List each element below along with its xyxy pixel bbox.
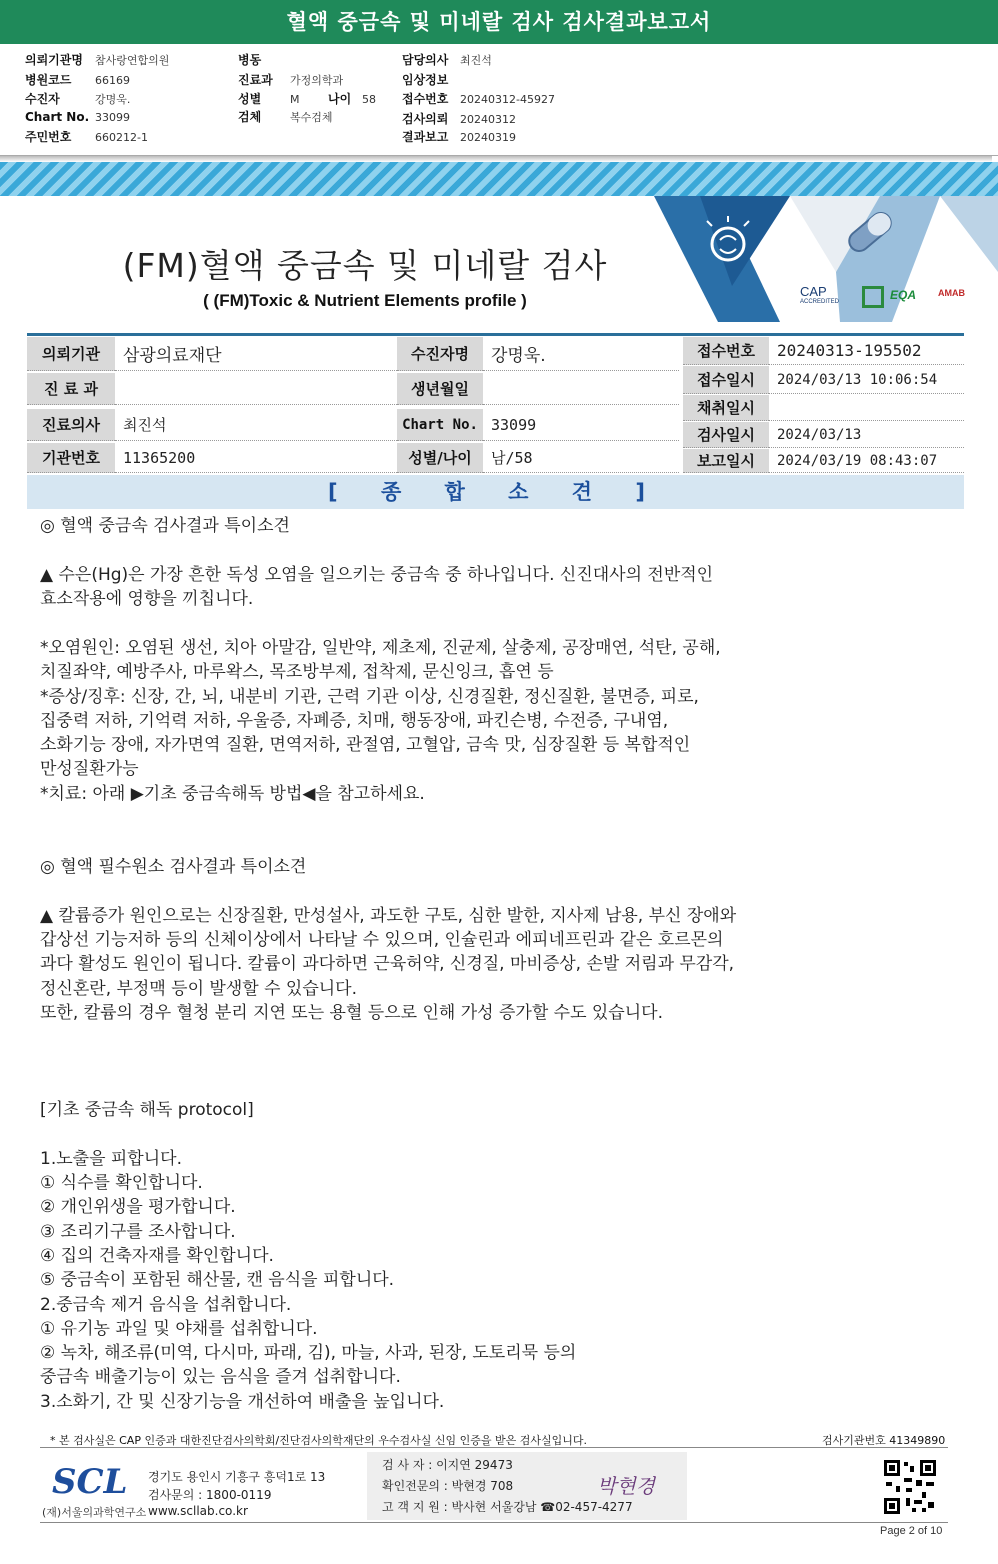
- body-line: *오염원인: 오염된 생선, 치아 아말감, 일반약, 제초제, 진균제, 살충제, 공장매연, 석탄, 공해,: [40, 638, 721, 658]
- protocol-item: ① 식수를 확인합니다.: [40, 1173, 203, 1193]
- lab-inquiry-phone: 검사문의 : 1800-0119: [148, 1488, 272, 1502]
- value-receipt-datetime: 2024/03/13 10:06:54: [769, 366, 964, 394]
- page-number: Page 2 of 10: [880, 1525, 943, 1537]
- label-birth-date: 생년월일: [397, 373, 483, 405]
- header-field-sex: 성별 M: [238, 92, 300, 106]
- protocol-item: ① 유기농 과일 및 야채를 섭취합니다.: [40, 1319, 318, 1339]
- body-line: 효소작용에 영향을 끼칩니다.: [40, 589, 254, 609]
- value-test-datetime: 2024/03/13: [769, 422, 964, 448]
- value-institution: 삼광의료재단: [115, 337, 397, 371]
- value-patient-name: 강명욱.: [483, 337, 679, 371]
- value-sex-age: 남/58: [483, 443, 679, 473]
- label-sex-age: 성별/나이: [397, 443, 483, 473]
- protocol-item: ② 녹차, 해조류(미역, 다시마, 파래, 김), 마늘, 사과, 된장, 도토리묵 등의: [40, 1343, 577, 1363]
- lab-number: 검사기관번호 41349890: [822, 1434, 946, 1447]
- protocol-item: ② 개인위생을 평가합니다.: [40, 1197, 236, 1217]
- header-field-clinical-info: 임상정보: [402, 73, 449, 87]
- body-line: 또한, 칼륨의 경우 혈청 분리 지연 또는 용혈 등으로 인해 가성 증가할 수도 있습니다.: [40, 1003, 663, 1023]
- section-heading-heavy-metal: ◎ 혈액 중금속 검사결과 특이소견: [40, 516, 290, 536]
- report-header-info: [0, 44, 998, 156]
- footer-divider: [40, 1447, 948, 1448]
- body-line: ▲ 칼륨증가 원인으로는 신장질환, 만성설사, 과도한 구토, 심한 발한, 지사제 남용, 부신 장애와: [40, 906, 737, 926]
- header-field-receipt-no: 접수번호 20240312-45927: [402, 92, 555, 106]
- lab-address: 경기도 용인시 기흥구 흥덕1로 13: [148, 1470, 326, 1484]
- value-report-datetime: 2024/03/19 08:43:07: [769, 449, 964, 473]
- reviewer-signature: 박현경: [597, 1474, 655, 1498]
- protocol-item: ⑤ 중금속이 포함된 해산물, 캔 음식을 피합니다.: [40, 1270, 395, 1290]
- value-collect-datetime: [769, 395, 964, 421]
- body-line: 만성질환가능: [40, 759, 139, 779]
- value-birth-date: [483, 373, 679, 405]
- report-title: (FM)혈액 중금속 및 미네랄 검사: [122, 246, 608, 285]
- header-field-result-report: 결과보고 20240319: [402, 130, 516, 144]
- customer-support: 고 객 지 원 : 박사현 서울강남 ☎02-457-4277: [382, 1500, 633, 1514]
- protocol-item: 중금속 배출기능이 있는 음식을 즐겨 섭취합니다.: [40, 1367, 401, 1387]
- header-field-test-request: 검사의뢰 20240312: [402, 112, 516, 126]
- body-line: ▲ 수은(Hg)은 가장 흔한 독성 오염을 일으키는 중금속 중 하나입니다. 신진대사의 전반적인: [40, 565, 714, 585]
- protocol-step: 3.소화기, 간 및 신장기능을 개선하여 배출을 높입니다.: [40, 1392, 445, 1412]
- body-line: 소화기능 장애, 자가면역 질환, 면역저하, 관절염, 고혈압, 금속 맛, 심장질환 등 복합적인: [40, 735, 691, 755]
- header-field-ward: 병동: [238, 53, 262, 67]
- label-receipt-no: 접수번호: [683, 337, 769, 365]
- body-line: 집중력 저하, 기억력 저하, 우울증, 자폐증, 치매, 행동장애, 파킨슨병, 수전증, 구내염,: [40, 711, 669, 731]
- protocol-item: ③ 조리기구를 조사합니다.: [40, 1222, 236, 1242]
- label-report-datetime: 보고일시: [683, 449, 769, 473]
- body-line: *치료: 아래 ▶기초 중금속해독 방법◀을 참고하세요.: [40, 784, 425, 804]
- protocol-item: ④ 집의 건축자재를 확인합니다.: [40, 1246, 274, 1266]
- protocol-heading: [기초 중금속 해독 protocol]: [40, 1100, 254, 1120]
- scl-institute-name: (재)서울의과학연구소: [42, 1506, 147, 1519]
- value-chart-no: 33099: [483, 409, 679, 441]
- qr-code-icon: [882, 1458, 938, 1516]
- label-test-datetime: 검사일시: [683, 422, 769, 448]
- header-field-chart-no: Chart No. 33099: [25, 110, 130, 124]
- value-doctor: 최진석: [115, 409, 397, 441]
- body-line: 과다 활성도 원인이 됩니다. 칼륨이 과다하면 근육허약, 신경질, 마비증상, 손발 저림과 무감각,: [40, 954, 735, 974]
- label-collect-datetime: 채취일시: [683, 395, 769, 421]
- report-subtitle: ( (FM)Toxic & Nutrient Elements profile ): [203, 291, 527, 310]
- header-field-department: 진료과 가정의학과: [238, 73, 344, 87]
- lm-logo-icon: [862, 286, 884, 308]
- header-field-resident-no: 주민번호 660212-1: [25, 130, 148, 144]
- report-header-title: 혈액 중금속 및 미네랄 검사 검사결과보고서: [0, 0, 998, 44]
- header-field-age: 나이 58: [328, 92, 376, 106]
- label-doctor: 진료의사: [27, 409, 115, 441]
- value-receipt-no: 20240313-195502: [769, 337, 964, 365]
- section-heading-nutrient: ◎ 혈액 필수원소 검사결과 특이소견: [40, 857, 307, 877]
- label-institution: 의뢰기관: [27, 337, 115, 371]
- summary-title: [ 종 합 소 견 ]: [27, 475, 964, 509]
- body-line: 치질좌약, 예방주사, 마루왁스, 목조방부제, 접착제, 문신잉크, 흡연 등: [40, 662, 554, 682]
- header-field-institution: 의뢰기관명 참사랑연합의원: [25, 53, 170, 67]
- label-institution-no: 기관번호: [27, 443, 115, 473]
- cap-logo: CAP ACCREDITED: [800, 284, 840, 305]
- amab-logo: AMAB: [938, 288, 965, 298]
- body-line: 정신혼란, 부정맥 등이 발생할 수 있습니다.: [40, 979, 358, 999]
- table-top-border: [27, 333, 964, 336]
- body-line: *증상/징후: 신장, 간, 뇌, 내분비 기관, 근력 기관 이상, 신경질환, 정신질환, 불면증, 피로,: [40, 687, 699, 707]
- eqa-logo: EQA: [890, 288, 917, 302]
- protocol-step: 1.노출을 피합니다.: [40, 1149, 182, 1169]
- protocol-step: 2.중금속 제거 음식을 섭취합니다.: [40, 1295, 292, 1315]
- scl-logo: SCL: [52, 1462, 128, 1502]
- value-department: [115, 373, 397, 405]
- label-chart-no: Chart No.: [397, 409, 483, 441]
- certification-note: * 본 검사실은 CAP 인증과 대한진단검사의학회/진단검사의학재단의 우수검사실 신임 인증을 받은 검사실입니다.: [50, 1434, 588, 1447]
- label-department: 진 료 과: [27, 373, 115, 405]
- value-institution-no: 11365200: [115, 443, 397, 473]
- header-field-doctor: 담당의사 최진석: [402, 53, 492, 67]
- body-line: 갑상선 기능저하 등의 신체이상에서 나타날 수 있으며, 인슐린과 에피네프린과 같은 호르몬의: [40, 930, 724, 950]
- header-field-hospital-code: 병원코드 66169: [25, 73, 130, 87]
- tester-name: 검 사 자 : 이지연 29473: [382, 1458, 513, 1472]
- header-field-specimen: 검체 복수검체: [238, 110, 333, 124]
- footer-bottom-divider: [40, 1522, 948, 1523]
- label-patient-name: 수진자명: [397, 337, 483, 371]
- reviewer-name: 확인전문의 : 박현경 708: [382, 1479, 514, 1493]
- lab-website-link[interactable]: www.scllab.co.kr: [148, 1504, 248, 1518]
- label-receipt-datetime: 접수일시: [683, 366, 769, 394]
- header-field-patient: 수진자 강명욱.: [25, 92, 131, 106]
